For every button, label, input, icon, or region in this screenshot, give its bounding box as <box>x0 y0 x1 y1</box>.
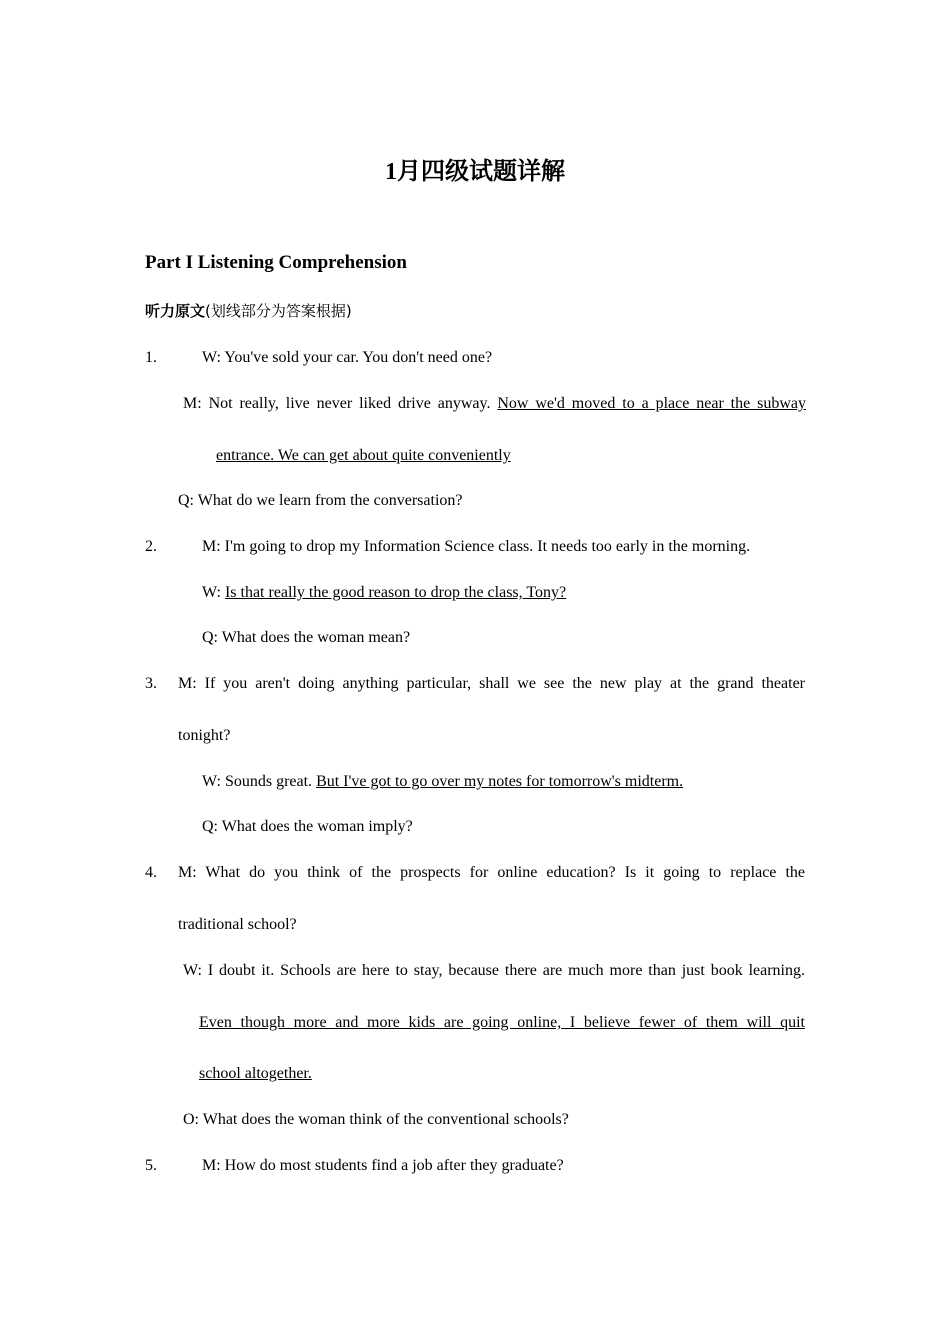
title-number: 1 <box>385 159 397 185</box>
q1-question: Q: What do we learn from the conversation? <box>178 492 463 509</box>
q4-man-line-2: traditional school? <box>178 916 297 933</box>
q5-number: 5. <box>145 1157 157 1174</box>
q1-number: 1. <box>145 349 157 366</box>
q4-man-line: M: What do you think of the prospects for online education? Is it going to replace the <box>178 864 805 881</box>
q4-woman-line-3 <box>199 1064 312 1084</box>
q4-number: 4. <box>145 864 157 881</box>
q3-man-line: M: If you aren't doing anything particular, shall we see the new play at the grand theater <box>178 675 805 692</box>
q1-man-line <box>183 394 806 414</box>
q4-woman-line: W: I doubt it. Schools are here to stay, because there are much more than just book learning. <box>183 962 805 979</box>
intro-label: 听力原文 <box>145 302 206 320</box>
title-text: 月四级试题详解 <box>397 157 565 185</box>
q5-man-line: M: How do most students find a job after they graduate? <box>202 1157 564 1174</box>
q2-question: Q: What does the woman mean? <box>202 629 411 646</box>
q3-man-line-2: tonight? <box>178 727 231 744</box>
q1-man-line-2 <box>216 446 511 466</box>
q2-man-line: M: I'm going to drop my Information Science class. It needs too early in the morning. <box>202 538 751 555</box>
q2-number: 2. <box>145 538 157 555</box>
intro-note: (划线部分为答案根据) <box>205 302 352 320</box>
q4-question: O: What does the woman think of the conventional schools? <box>183 1111 569 1128</box>
q2-answer-underline: Is that really the good reason to drop the class, Tony? <box>224 584 567 601</box>
q3-question: Q: What does the woman imply? <box>202 818 413 835</box>
q3-answer-underline: But I've got to go over my notes for tomorrow's midterm. <box>316 773 684 790</box>
q2-woman-line <box>202 583 566 603</box>
q1-man-text: M: Not really, live never liked drive anyway. <box>183 395 498 412</box>
q1-answer-underline-1: Now we'd moved to a place near the subway <box>497 395 806 412</box>
document-title <box>0 157 950 186</box>
intro-line <box>145 301 352 322</box>
q3-number: 3. <box>145 675 157 692</box>
q4-answer-underline-1: Even though more and more kids are going online, I believe fewer of them will quit <box>199 1014 805 1031</box>
q1-answer-underline-2: entrance. We can get about quite conveniently <box>216 447 511 464</box>
q1-woman-line: W: You've sold your car. You don't need one? <box>202 349 493 366</box>
q3-woman-text: W: Sounds great. <box>202 773 317 790</box>
q4-woman-line-2 <box>199 1013 805 1033</box>
q4-answer-underline-2: school altogether. <box>199 1065 312 1082</box>
q2-woman-text: W: <box>202 584 225 601</box>
section-heading: Part I Listening Comprehension <box>145 252 407 273</box>
q3-woman-line <box>202 772 683 792</box>
